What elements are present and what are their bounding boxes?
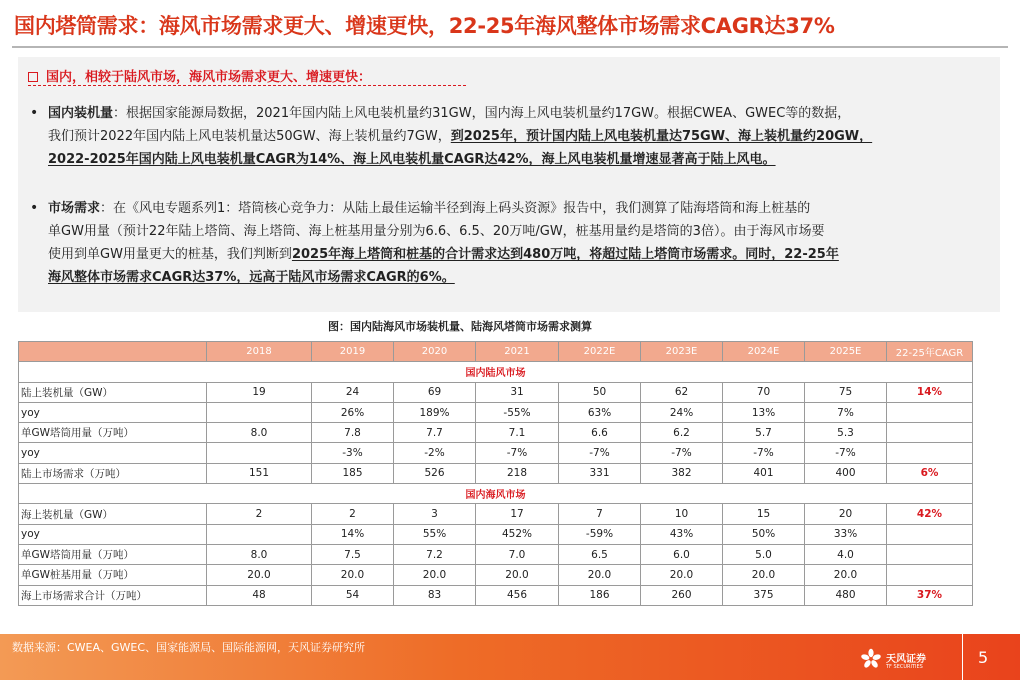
checkbox-icon	[28, 72, 38, 82]
table-cell: 20.0	[312, 565, 394, 585]
table-cell: 7.1	[476, 423, 559, 443]
table-cell: 7.2	[394, 544, 476, 564]
row-label: yoy	[19, 524, 207, 544]
table-cell: 20.0	[723, 565, 805, 585]
bullet2-label: 市场需求	[48, 201, 101, 216]
table-cell: 17	[476, 504, 559, 524]
table-cell: 20.0	[641, 565, 723, 585]
table-cell: 6.0	[641, 544, 723, 564]
table-header-row	[19, 342, 973, 362]
cagr-cell: 37%	[887, 585, 973, 605]
logo-text: 天风证券	[886, 654, 926, 665]
table-cell: -7%	[805, 443, 887, 463]
table-cell: -7%	[723, 443, 805, 463]
summary-heading-text: 国内，相较于陆风市场，海风市场需求更大、增速更快：	[46, 70, 372, 85]
table-cell: 20.0	[207, 565, 312, 585]
row-label: 海上装机量（GW）	[19, 504, 207, 524]
table-cell: 3	[394, 504, 476, 524]
table-cell: 33%	[805, 524, 887, 544]
table-cell: 20.0	[559, 565, 641, 585]
table-cell: 19	[207, 382, 312, 402]
table-cell: 5.0	[723, 544, 805, 564]
company-logo	[860, 648, 960, 678]
table-cell: 24%	[641, 402, 723, 422]
table-cell	[207, 402, 312, 422]
table-cell: 62	[641, 382, 723, 402]
table-cell: 48	[207, 585, 312, 605]
table-cell: 24	[312, 382, 394, 402]
table-cell: 15	[723, 504, 805, 524]
bullet2-line1: 市场需求：在《风电专题系列1：塔筒核心竞争力：从陆上最佳运输半径到海上码头资源》报告中，我们测算了陆海塔筒和海上桩基的	[48, 201, 811, 216]
table-cell: -55%	[476, 402, 559, 422]
table-row	[19, 524, 973, 544]
table-cell: 7.8	[312, 423, 394, 443]
table-cell: 382	[641, 463, 723, 483]
summary-heading	[28, 66, 371, 85]
table-cell: 43%	[641, 524, 723, 544]
bullet2-line2: 单GW用量（预计22年陆上塔筒、海上塔筒、海上桩基用量分别为6.6、6.5、20万吨/GW，桩基用量约是塔筒的3倍）。由于海风市场要	[48, 224, 825, 239]
table-cell: 10	[641, 504, 723, 524]
bullet1-line2: 我们预计2022年国内陆上风电装机量达50GW、海上装机量约7GW，到2025年，预计国内陆上风电装机量达75GW、海上装机量约20GW，	[48, 129, 873, 144]
table-cell: 55%	[394, 524, 476, 544]
table-cell: 14%	[312, 524, 394, 544]
table-cell: 2	[207, 504, 312, 524]
table-cell: 189%	[394, 402, 476, 422]
table-cell: 20	[805, 504, 887, 524]
forecast-table	[18, 341, 973, 606]
cagr-cell	[887, 544, 973, 564]
table-cell: 20.0	[805, 565, 887, 585]
row-label: yoy	[19, 443, 207, 463]
cagr-cell: 6%	[887, 463, 973, 483]
table-cell: 452%	[476, 524, 559, 544]
table-row	[19, 585, 973, 605]
table-row	[19, 544, 973, 564]
row-label: 单GW桩基用量（万吨）	[19, 565, 207, 585]
row-label: 单GW塔筒用量（万吨）	[19, 423, 207, 443]
table-cell: 7.5	[312, 544, 394, 564]
table-header-cell: 2024E	[723, 342, 805, 362]
table-cell: 7%	[805, 402, 887, 422]
table-cell: 375	[723, 585, 805, 605]
table-cell: 331	[559, 463, 641, 483]
table-cell: 401	[723, 463, 805, 483]
table-cell	[207, 524, 312, 544]
table-cell: 69	[394, 382, 476, 402]
cagr-cell	[887, 524, 973, 544]
table-cell: 70	[723, 382, 805, 402]
page-title: 国内塔筒需求：海风市场需求更大、增速更快，22-25年海风整体市场需求CAGR达37%	[14, 14, 835, 38]
table-section-title: 国内陆风市场	[19, 362, 973, 382]
table-header-cell: 2025E	[805, 342, 887, 362]
table-header-cell: 2020	[394, 342, 476, 362]
table-cell: 480	[805, 585, 887, 605]
table-cell: 83	[394, 585, 476, 605]
table-cell: -3%	[312, 443, 394, 463]
table-cell: 8.0	[207, 423, 312, 443]
table-cell: 20.0	[476, 565, 559, 585]
title-divider	[12, 46, 1008, 48]
bullet-dot-icon: •	[30, 105, 39, 121]
cagr-cell	[887, 565, 973, 585]
table-header-cell: 2019	[312, 342, 394, 362]
table-header-cell: 2023E	[641, 342, 723, 362]
logo-flower-icon	[860, 648, 882, 670]
footer-bar	[0, 634, 1020, 680]
table-header-cell: 22-25年CAGR	[887, 342, 973, 362]
table-cell: 20.0	[394, 565, 476, 585]
table-row	[19, 565, 973, 585]
table-row	[19, 443, 973, 463]
table-cell: -7%	[641, 443, 723, 463]
table-cell: 50	[559, 382, 641, 402]
bullet2-line3: 使用到单GW用量更大的桩基，我们判断到2025年海上塔筒和桩基的合计需求达到480万吨，将超过陆上塔筒市场需求。同时，22-25年	[48, 247, 839, 262]
table-row	[19, 463, 973, 483]
bullet1-line1: 国内装机量：根据国家能源局数据，2021年国内陆上风电装机量约31GW，国内海上风电装机量约17GW。根据CWEA、GWEC等的数据，	[48, 106, 851, 121]
table-cell	[207, 443, 312, 463]
table-cell: 4.0	[805, 544, 887, 564]
table-cell: 6.6	[559, 423, 641, 443]
cagr-cell: 42%	[887, 504, 973, 524]
row-label: yoy	[19, 402, 207, 422]
bullet1-line3: 2022-2025年国内陆上风电装机量CAGR为14%、海上风电装机量CAGR达42%，海上风电装机量增速显著高于陆上风电。	[48, 152, 776, 167]
table-cell: 6.5	[559, 544, 641, 564]
summary-heading-underline	[28, 85, 466, 86]
table-cell: -2%	[394, 443, 476, 463]
table-cell: -7%	[476, 443, 559, 463]
bullet-installed-capacity	[30, 102, 998, 171]
table-cell: 26%	[312, 402, 394, 422]
row-label: 陆上装机量（GW）	[19, 382, 207, 402]
table-cell: -59%	[559, 524, 641, 544]
table-cell: 2	[312, 504, 394, 524]
table-cell: 7.0	[476, 544, 559, 564]
table-row	[19, 504, 973, 524]
table-cell: 8.0	[207, 544, 312, 564]
table-section-row	[19, 484, 973, 504]
table-body	[19, 362, 973, 606]
page-number: 5	[978, 648, 989, 667]
table-cell: 5.3	[805, 423, 887, 443]
summary-box	[18, 57, 1000, 312]
cagr-cell	[887, 423, 973, 443]
table-cell: 75	[805, 382, 887, 402]
table-section-title: 国内海风市场	[19, 484, 973, 504]
bullet2-line4: 海风整体市场需求CAGR达37%，远高于陆风市场需求CAGR的6%。	[48, 270, 455, 285]
table-cell: 400	[805, 463, 887, 483]
table-cell: 7	[559, 504, 641, 524]
row-label: 陆上市场需求（万吨）	[19, 463, 207, 483]
table-row	[19, 402, 973, 422]
row-label: 海上市场需求合计（万吨）	[19, 585, 207, 605]
table-cell: 5.7	[723, 423, 805, 443]
bullet-dot-icon: •	[30, 200, 39, 216]
cagr-cell: 14%	[887, 382, 973, 402]
table-row	[19, 382, 973, 402]
data-source: 数据来源：CWEA、GWEC、国家能源局、国际能源网，天风证券研究所	[12, 641, 366, 654]
bullet-market-demand	[30, 197, 998, 289]
table-row	[19, 423, 973, 443]
page-number-divider	[962, 634, 963, 680]
logo-subtext: TF SECURITIES	[886, 664, 923, 670]
table-cell: 218	[476, 463, 559, 483]
table-header-cell	[19, 342, 207, 362]
table-header-cell: 2022E	[559, 342, 641, 362]
cagr-cell	[887, 402, 973, 422]
table-cell: 63%	[559, 402, 641, 422]
table-cell: 260	[641, 585, 723, 605]
table-header-cell: 2018	[207, 342, 312, 362]
bullet1-label: 国内装机量	[48, 106, 114, 121]
table-cell: 456	[476, 585, 559, 605]
table-cell: 50%	[723, 524, 805, 544]
table-header-cell: 2021	[476, 342, 559, 362]
table-cell: 7.7	[394, 423, 476, 443]
cagr-cell	[887, 443, 973, 463]
table-cell: 526	[394, 463, 476, 483]
table-cell: 186	[559, 585, 641, 605]
table-section-row	[19, 362, 973, 382]
table-cell: -7%	[559, 443, 641, 463]
table-cell: 13%	[723, 402, 805, 422]
row-label: 单GW塔筒用量（万吨）	[19, 544, 207, 564]
table-cell: 31	[476, 382, 559, 402]
table-cell: 54	[312, 585, 394, 605]
table-cell: 151	[207, 463, 312, 483]
table-cell: 6.2	[641, 423, 723, 443]
table-caption: 图：国内陆海风市场装机量、陆海风塔筒市场需求测算	[328, 320, 592, 333]
table-cell: 185	[312, 463, 394, 483]
